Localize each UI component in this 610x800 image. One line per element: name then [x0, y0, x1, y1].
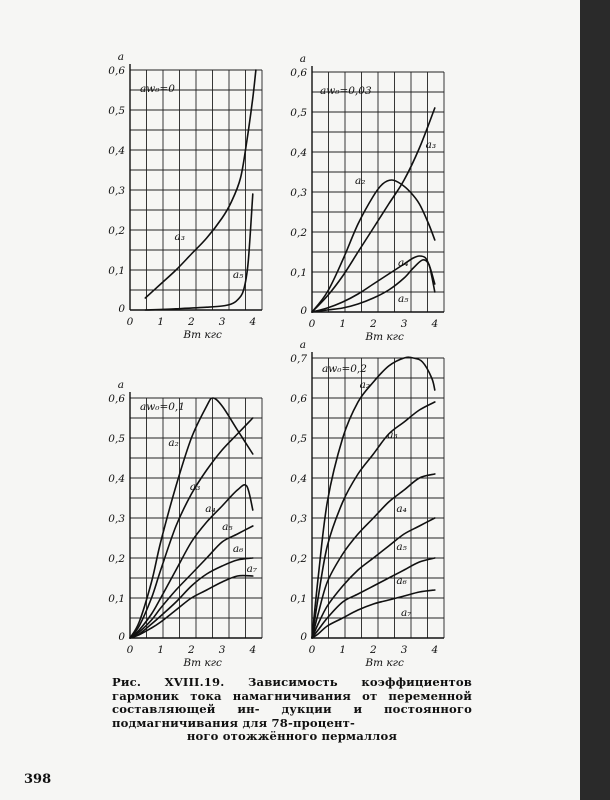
series-label: a₅: [397, 293, 409, 305]
caption-line2: тока намагничивания от переменной составляющей ин-: [112, 688, 472, 716]
y-tick-label: 0: [300, 631, 307, 643]
y-tick-label: 0,5: [290, 433, 307, 445]
x-axis-label: Bm кгс: [183, 329, 222, 341]
caption-line3: дукции и постоянного подмагничивания для 78-процент-: [112, 702, 473, 730]
y-tick-label: 0,6: [108, 393, 125, 405]
chart-aw0-0: [80, 51, 280, 341]
series-line-a₃: [130, 418, 253, 638]
x-tick-label: 3: [218, 316, 226, 328]
y-tick-label: 0,7: [290, 353, 307, 365]
x-axis-label: Bm кгс: [365, 657, 404, 669]
x-tick-label: 4: [431, 644, 439, 656]
series-line-a₅: [145, 194, 253, 310]
page-number: 398: [24, 772, 52, 787]
x-tick-label: 2: [370, 644, 377, 656]
series-label: a₄: [205, 503, 216, 515]
x-tick-label: 3: [218, 644, 226, 656]
y-tick-label: 0,5: [290, 107, 307, 119]
series-line-a₃: [312, 108, 435, 312]
series-label: a₃: [425, 139, 437, 151]
x-tick-label: 0: [126, 316, 134, 328]
y-tick-label: 0,6: [108, 65, 125, 77]
y-tick-label: 0,3: [290, 513, 307, 525]
y-tick-label: 0,2: [290, 553, 307, 565]
x-tick-label: 4: [249, 644, 257, 656]
x-tick-label: 1: [157, 644, 165, 656]
y-tick-label: 0,4: [108, 145, 125, 157]
series-label: a₇: [246, 563, 258, 575]
series-label: a₇: [401, 607, 412, 619]
y-axis-label: a: [117, 379, 124, 391]
y-tick-label: 0,3: [108, 513, 125, 525]
x-tick-label: 1: [339, 644, 347, 656]
series-label: a₅: [222, 521, 233, 533]
condition-label: aw₀=0: [140, 83, 175, 95]
y-tick-label: 0: [300, 305, 307, 317]
x-tick-label: 0: [308, 318, 316, 330]
caption-label: Рис. XVIII.19.: [112, 675, 225, 689]
chart-aw0-02: [270, 339, 470, 672]
series-line-a₃: [145, 70, 256, 298]
x-tick-label: 3: [400, 318, 408, 330]
y-tick-label: 0,1: [290, 267, 307, 279]
series-label: a₃: [387, 429, 398, 441]
y-tick-label: 0,1: [290, 593, 307, 605]
x-tick-label: 2: [370, 318, 377, 330]
condition-label: aw₀=0,1: [140, 401, 185, 413]
figure-caption: [112, 676, 472, 744]
x-axis-label: Bm кгс: [365, 331, 404, 343]
x-tick-label: 4: [431, 318, 439, 330]
y-tick-label: 0,1: [108, 593, 125, 605]
x-tick-label: 0: [126, 644, 134, 656]
chart-aw0-01: [80, 372, 280, 670]
y-tick-label: 0,4: [290, 147, 307, 159]
series-label: a₅: [232, 269, 244, 281]
condition-label: aw₀=0,2: [322, 363, 367, 375]
y-tick-label: 0,3: [108, 185, 125, 197]
y-axis-label: a: [117, 51, 124, 63]
x-tick-label: 1: [339, 318, 347, 330]
y-axis-label: a: [299, 339, 306, 351]
y-tick-label: 0,6: [290, 393, 307, 405]
x-tick-label: 2: [188, 316, 195, 328]
y-tick-label: 0,5: [108, 433, 125, 445]
condition-label: aw₀=0,03: [320, 85, 372, 97]
x-tick-label: 1: [157, 316, 165, 328]
series-label: a₂: [359, 379, 371, 391]
series-label: a₂: [168, 437, 179, 449]
y-tick-label: 0: [118, 631, 125, 643]
caption-line1: Зависимость коэффициентов гармоник: [112, 675, 472, 703]
series-label: a₄: [396, 503, 407, 515]
y-tick-label: 0,4: [108, 473, 125, 485]
series-label: a₆: [396, 575, 407, 587]
chart-aw0-003: [270, 52, 470, 352]
series-label: a₆: [232, 543, 244, 555]
y-tick-label: 0,2: [290, 227, 307, 239]
y-tick-label: 0,2: [108, 225, 125, 237]
viewer-edge: [580, 0, 610, 800]
x-tick-label: 3: [400, 644, 408, 656]
series-label: a₂: [354, 175, 366, 187]
y-tick-label: 0,1: [108, 265, 125, 277]
series-label: a₄: [397, 257, 409, 269]
caption-line4: ного отожжённого пермаллоя: [186, 729, 398, 743]
x-tick-label: 2: [188, 644, 195, 656]
y-tick-label: 0,5: [108, 105, 125, 117]
y-tick-label: 0,4: [290, 473, 307, 485]
x-tick-label: 4: [249, 316, 257, 328]
y-axis-label: a: [299, 53, 306, 65]
series-label: a₃: [174, 231, 185, 243]
grid: [312, 352, 444, 638]
y-tick-label: 0,2: [108, 553, 125, 565]
x-tick-label: 0: [308, 644, 316, 656]
series-label: a₃: [189, 481, 201, 493]
y-tick-label: 0: [118, 303, 125, 315]
y-tick-label: 0,3: [290, 187, 307, 199]
y-tick-label: 0,6: [290, 67, 307, 79]
x-axis-label: Bm кгс: [183, 657, 222, 669]
series-label: a₅: [396, 541, 407, 553]
